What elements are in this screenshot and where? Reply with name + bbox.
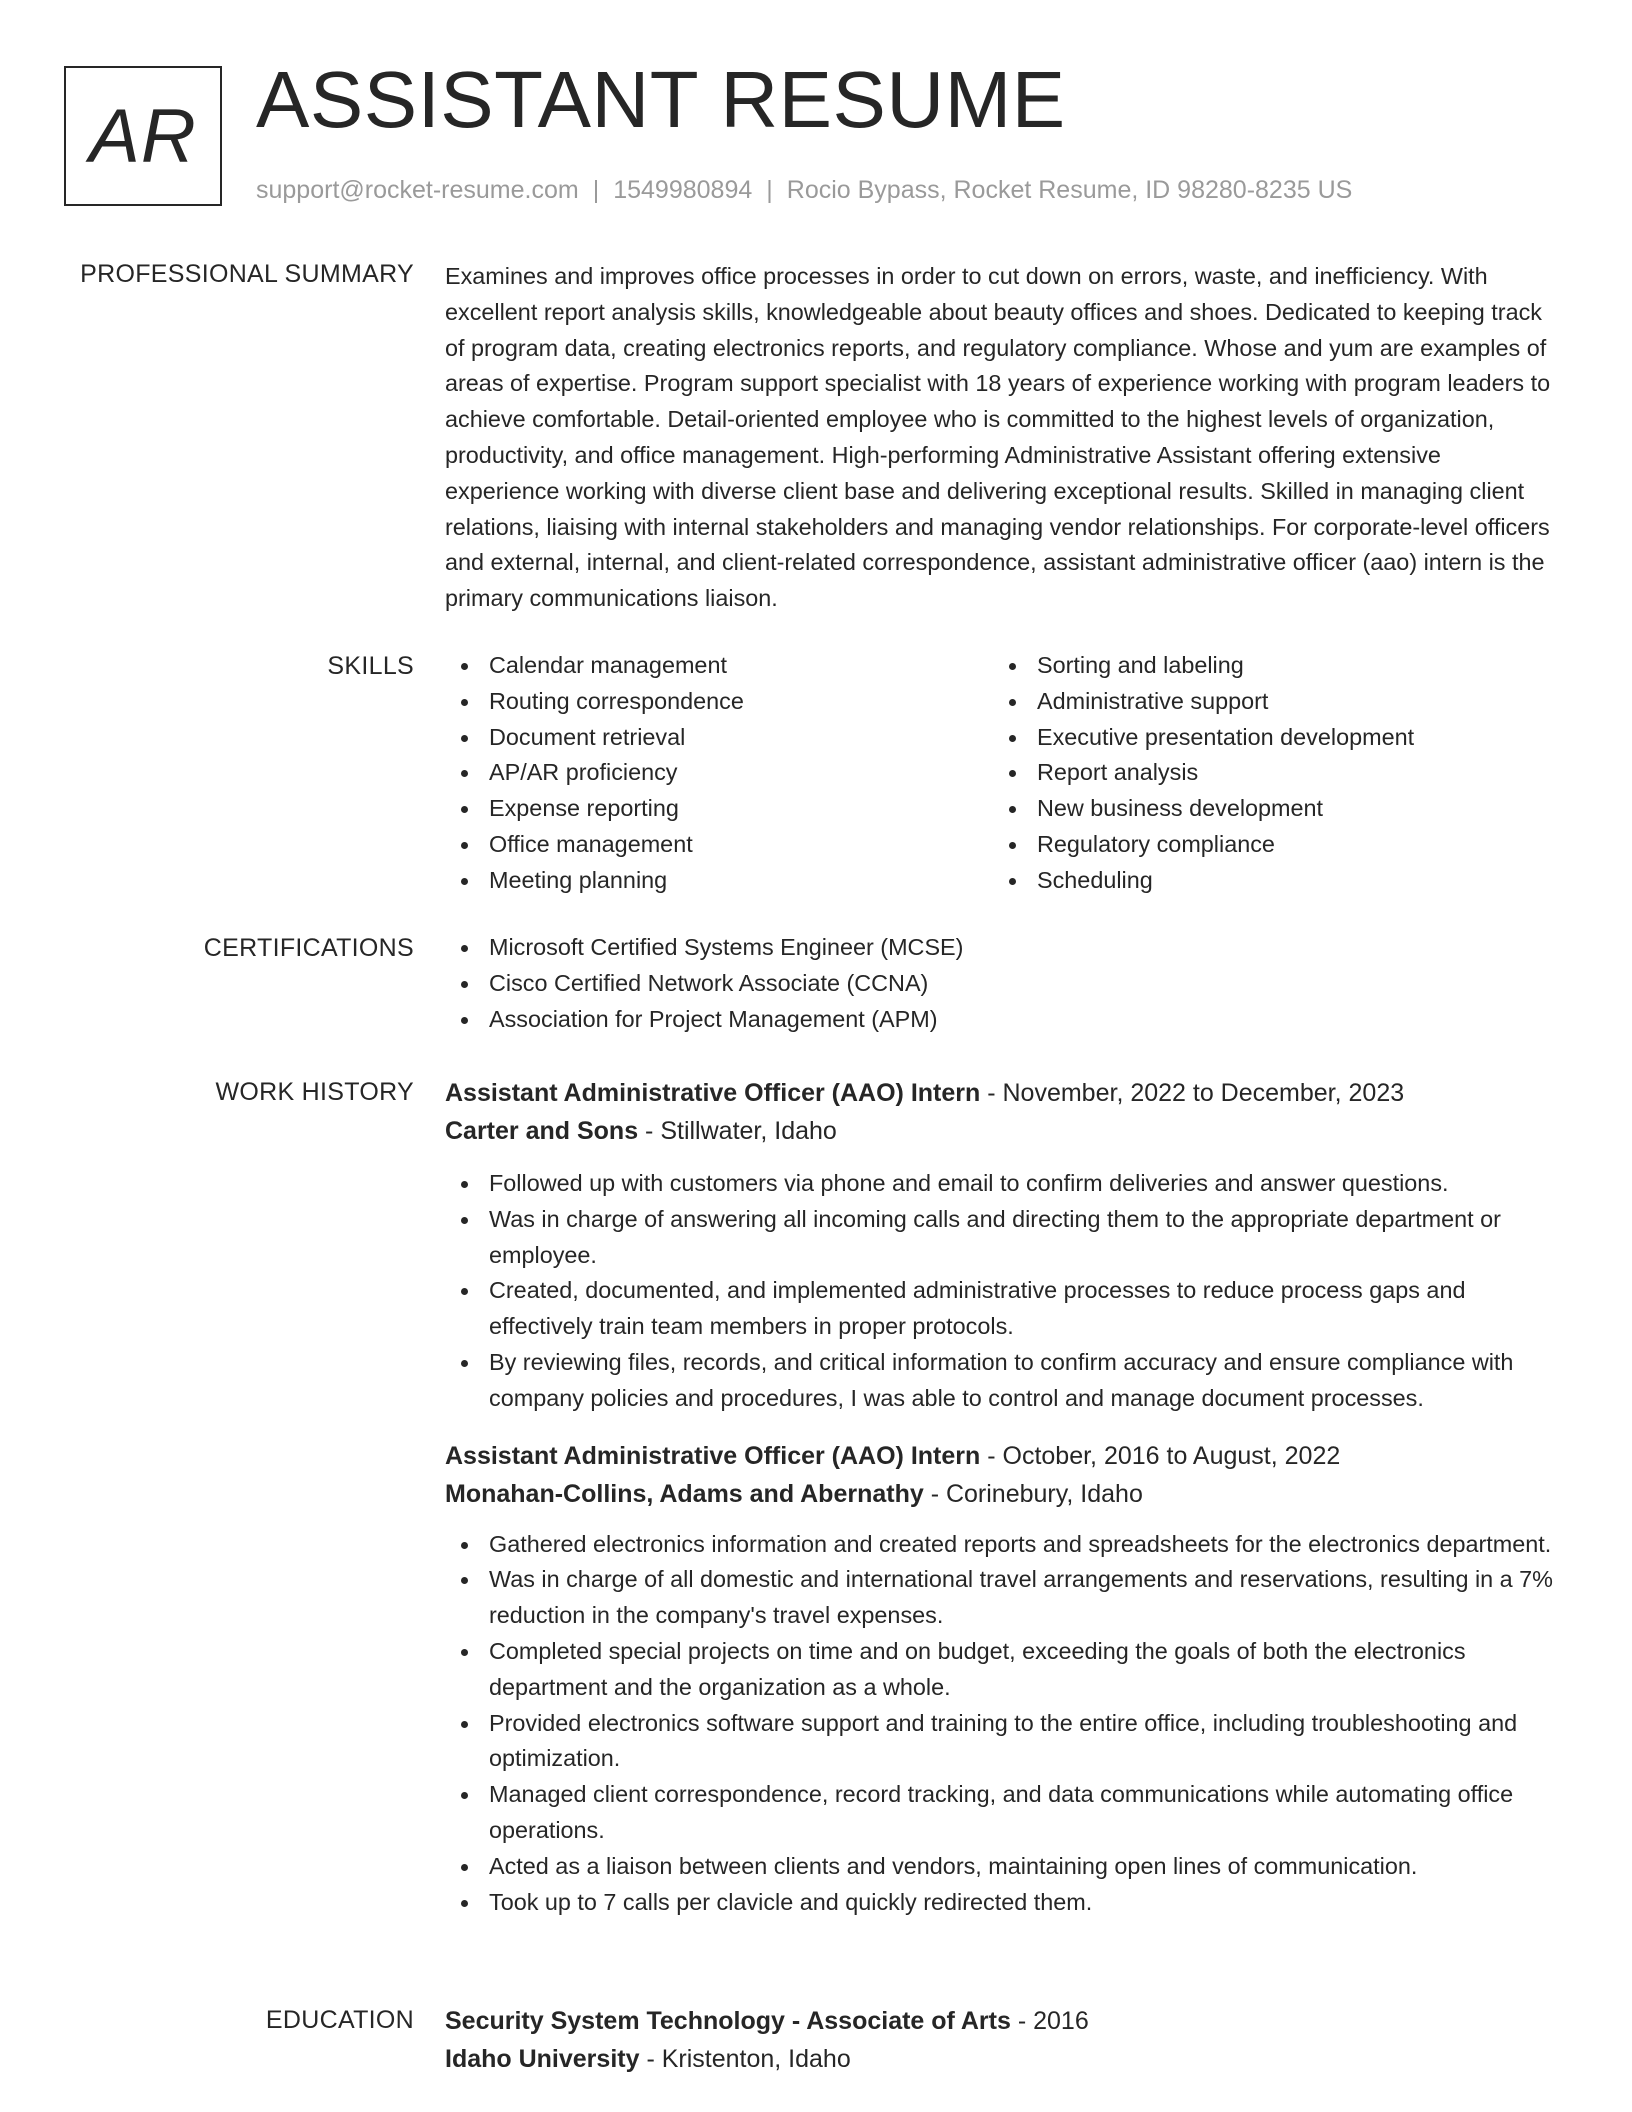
contact-address: Rocio Bypass, Rocket Resume, ID 98280-8235 US (786, 176, 1353, 204)
skill-item: Regulatory compliance (993, 827, 1523, 863)
job-entry (445, 1074, 1555, 1417)
skill-item: AP/AR proficiency (445, 755, 975, 791)
job-duty: Was in charge of all domestic and international travel arrangements and reservations, resulting in a 7% reduction in the company's travel expenses. (445, 1562, 1555, 1634)
skill-item: Meeting planning (445, 863, 975, 899)
certification-item: Association for Project Management (APM) (445, 1002, 1555, 1038)
school-name: Idaho University (445, 2045, 640, 2073)
job-dates: - November, 2022 to December, 2023 (980, 1079, 1405, 1107)
job-entry (445, 1437, 1555, 1921)
job-company-line (445, 1475, 1555, 1513)
job-duty: By reviewing files, records, and critical information to confirm accuracy and ensure compliance with company policies and procedures, I was able to control and manage document processes. (445, 1345, 1555, 1417)
degree-year: - 2016 (1010, 2007, 1089, 2035)
school-line (445, 2040, 1555, 2078)
skills-list-left (445, 648, 975, 899)
summary-text: Examines and improves office processes in order to cut down on errors, waste, and inefficiency. With excellent report analysis skills, knowledgeable about beauty offices and shoes. Dedicated to keeping track of program data, creating electronics reports, and regulatory compliance. Whose and yum are examples of areas of expertise. Program support specialist with 18 years of experience working with program leaders to achieve comfortable. Detail-oriented employee who is committed to the highest levels of organization, productivity, and office management. High-performing Administrative Assistant offering extensive experience working with diverse client base and delivering exceptional results. Skilled in managing client relations, liaising with internal stakeholders and managing vendor relationships. For corporate-level officers and external, internal, and client-related correspondence, assistant administrative officer (aao) intern is the primary communications liaison. (445, 263, 1551, 612)
skill-item: Routing correspondence (445, 684, 975, 720)
school-location: - Kristenton, Idaho (639, 2045, 851, 2073)
skill-item: Report analysis (993, 755, 1523, 791)
job-duty: Managed client correspondence, record tracking, and data communications while automating office operations. (445, 1777, 1555, 1849)
job-title: Assistant Administrative Officer (AAO) Intern (445, 1441, 981, 1470)
certifications-heading: CERTIFICATIONS (203, 934, 414, 962)
resume-title: ASSISTANT RESUME (256, 55, 1066, 144)
job-duty: Followed up with customers via phone and email to confirm deliveries and answer questions. (445, 1166, 1555, 1202)
job-title-line (445, 1437, 1555, 1475)
certification-item: Cisco Certified Network Associate (CCNA) (445, 966, 1555, 1002)
job-company: Monahan-Collins, Adams and Abernathy (445, 1479, 924, 1508)
skill-item: Sorting and labeling (993, 648, 1523, 684)
job-duty: Took up to 7 calls per clavicle and quickly redirected them. (445, 1885, 1555, 1921)
job-company: Carter and Sons (445, 1117, 639, 1145)
job-title-line (445, 1074, 1555, 1112)
contact-separator: | (592, 176, 600, 204)
job-duty: Was in charge of answering all incoming calls and directing them to the appropriate department or employee. (445, 1202, 1555, 1274)
job-duties-list (445, 1166, 1555, 1417)
contact-separator: | (766, 176, 773, 204)
degree-line (445, 2002, 1555, 2040)
job-location: - Stillwater, Idaho (638, 1117, 837, 1145)
education-heading: EDUCATION (265, 2006, 414, 2034)
skills-list-right (993, 648, 1523, 899)
job-duty: Acted as a liaison between clients and vendors, maintaining open lines of communication. (445, 1849, 1555, 1885)
job-duty: Completed special projects on time and on budget, exceeding the goals of both the electronics department and the organization as a whole. (445, 1634, 1555, 1706)
skill-item: Scheduling (993, 863, 1523, 899)
skill-item: Expense reporting (445, 791, 975, 827)
skill-item: Office management (445, 827, 975, 863)
job-duty: Provided electronics software support and training to the entire office, including troubleshooting and optimization. (445, 1706, 1555, 1778)
certification-item: Microsoft Certified Systems Engineer (MCSE) (445, 930, 1555, 966)
contact-email[interactable]: support@rocket-resume.com (256, 176, 579, 204)
skills-heading: SKILLS (327, 652, 414, 680)
summary-heading: PROFESSIONAL SUMMARY (80, 260, 414, 288)
skill-item: Document retrieval (445, 720, 975, 756)
skill-item: New business development (993, 791, 1523, 827)
job-duty: Gathered electronics information and created reports and spreadsheets for the electronics department. (445, 1527, 1555, 1563)
job-location: - Corinebury, Idaho (923, 1479, 1143, 1508)
skill-item: Calendar management (445, 648, 975, 684)
contact-line (256, 174, 1352, 206)
contact-phone[interactable]: 1549980894 (613, 176, 753, 204)
skill-item: Administrative support (993, 684, 1523, 720)
job-company-line (445, 1112, 1555, 1150)
job-duties-list (445, 1527, 1555, 1921)
monogram-logo: AR (64, 66, 222, 206)
job-duty: Created, documented, and implemented administrative processes to reduce process gaps and effectively train team members in proper protocols. (445, 1273, 1555, 1345)
job-dates: - October, 2016 to August, 2022 (980, 1441, 1341, 1470)
job-title: Assistant Administrative Officer (AAO) Intern (445, 1079, 981, 1107)
degree: Security System Technology - Associate of Arts (445, 2007, 1011, 2035)
certifications-list (445, 930, 1555, 1037)
work-history-heading: WORK HISTORY (215, 1078, 414, 1106)
skill-item: Executive presentation development (993, 720, 1523, 756)
